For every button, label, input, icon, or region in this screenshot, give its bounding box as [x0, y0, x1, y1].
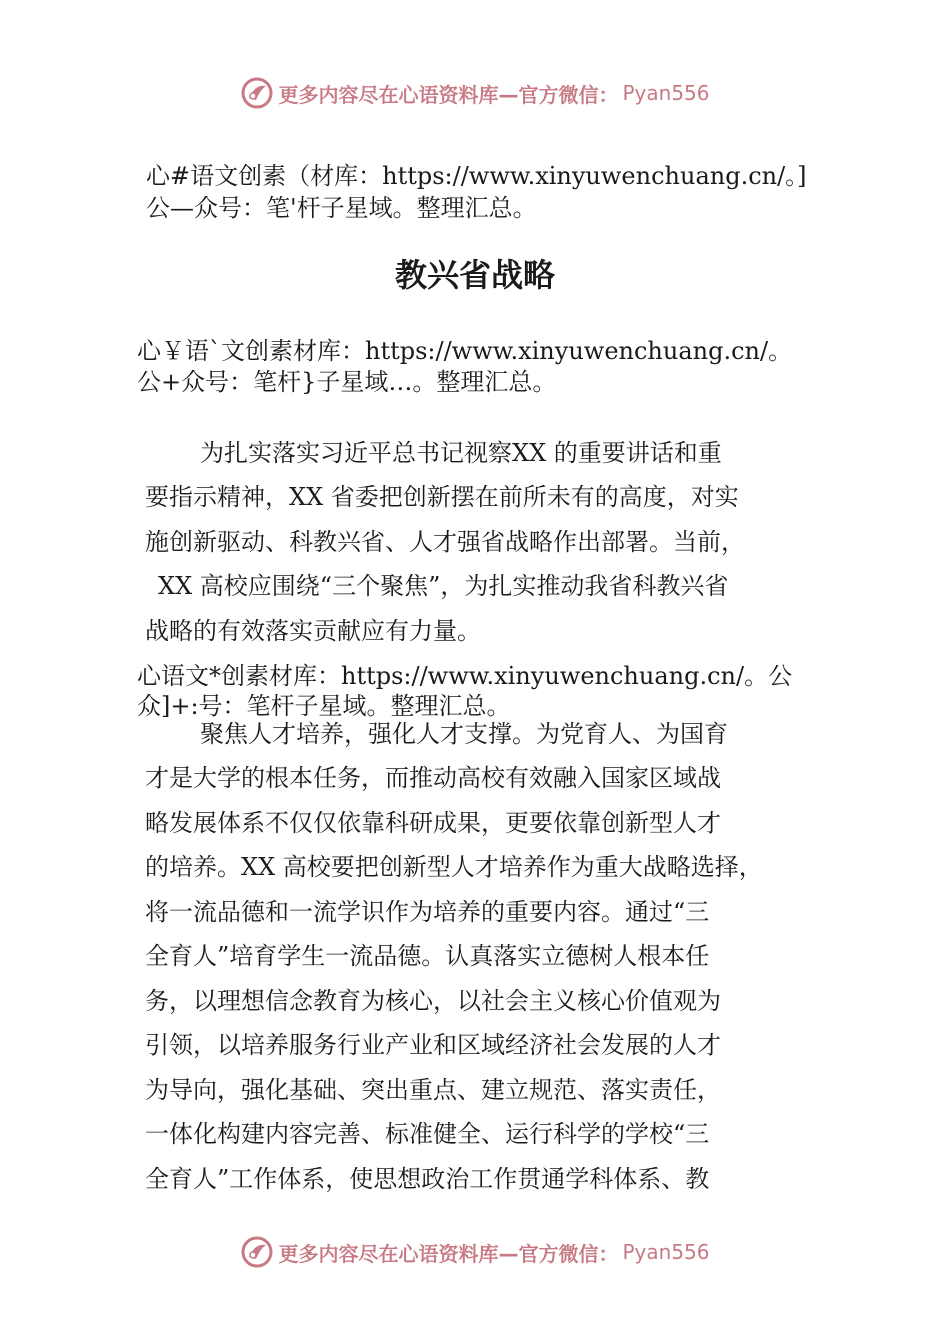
header-banner: [0, 73, 950, 113]
footer-banner: [0, 1232, 950, 1272]
paragraph-line: 才是大学的根本任务，而推动高校有效融入国家区域战: [145, 764, 721, 792]
notice-1-line-2: 公—众号：笔'杆子星域。整理汇总。: [146, 194, 537, 222]
paragraph-line: 引领，以培养服务行业产业和区域经济社会发展的人才: [145, 1031, 721, 1059]
brand-logo-icon: [240, 76, 274, 110]
brand-logo-icon: [240, 1235, 274, 1269]
page-title: 教兴省战略: [394, 256, 555, 294]
paragraph-line: 为导向，强化基础、突出重点、建立规范、落实责任，: [145, 1076, 721, 1104]
banner-wechat-id: Pyan556: [622, 1240, 710, 1264]
paragraph-line: 一体化构建内容完善、标准健全、运行科学的学校“三: [145, 1120, 710, 1148]
notice-3-line-1: 心语文*创素材库：https://www.xinyuwenchuang.cn/。公: [137, 662, 793, 690]
notice-2-line-1: 心￥语`文创素材库：https://www.xinyuwenchuang.cn/。: [137, 337, 793, 365]
paragraph-line: 略发展体系不仅仅依靠科研成果，更要依靠创新型人才: [145, 809, 721, 837]
banner-text: 更多内容尽在心语资料库—官方微信：: [278, 1241, 619, 1266]
banner-wechat-id: Pyan556: [622, 81, 710, 105]
paragraph-line: 战略的有效落实贡献应有力量。: [145, 617, 481, 645]
paragraph-line: 施创新驱动、科教兴省、人才强省战略作出部署。当前，: [145, 528, 745, 556]
notice-3-line-2: 众]+:号：笔杆子星域。整理汇总。: [137, 692, 511, 720]
paragraph-line: 全育人”工作体系，使思想政治工作贯通学科体系、教: [145, 1165, 710, 1193]
paragraph-line: XX 高校应围绕“三个聚焦”，为扎实推动我省科教兴省: [158, 572, 729, 600]
notice-2-line-2: 公+众号：笔杆}子星域…。整理汇总。: [137, 368, 557, 396]
paragraph-line: 全育人”培育学生一流品德。认真落实立德树人根本任: [145, 942, 710, 970]
banner-text: 更多内容尽在心语资料库—官方微信：: [278, 82, 619, 107]
paragraph-line: 要指示精神，XX 省委把创新摆在前所未有的高度，对实: [145, 483, 739, 511]
paragraph-line: 为扎实落实习近平总书记视察XX 的重要讲话和重: [200, 439, 722, 467]
paragraph-line: 聚焦人才培养，强化人才支撑。为党育人、为国育: [200, 720, 728, 748]
paragraph-line: 务，以理想信念教育为核心，以社会主义核心价值观为: [145, 987, 721, 1015]
paragraph-line: 将一流品德和一流学识作为培养的重要内容。通过“三: [145, 898, 710, 926]
paragraph-line: 的培养。XX 高校要把创新型人才培养作为重大战略选择，: [145, 853, 763, 881]
notice-1-line-1: 心#语文创素（材库：https://www.xinyuwenchuang.cn/。]: [146, 162, 807, 190]
